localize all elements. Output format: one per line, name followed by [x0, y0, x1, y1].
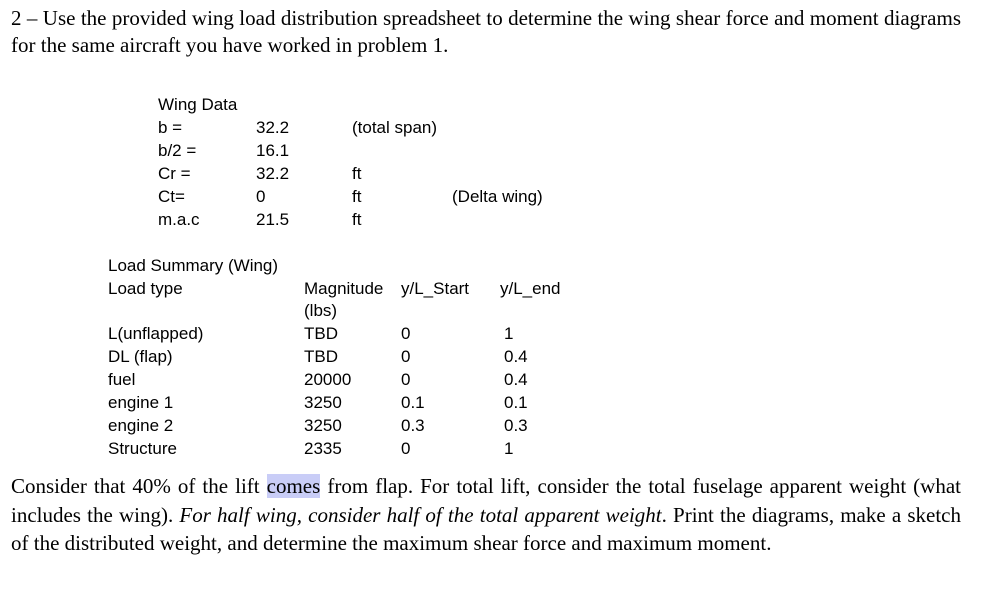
wing-data-unit: (total span) [352, 118, 438, 137]
wing-data-value: 16.1 [256, 141, 290, 160]
wing-data-unit: ft [352, 210, 362, 229]
load-start: 0.3 [401, 416, 425, 435]
load-type-header: Load type [108, 279, 183, 298]
wing-data-value: 21.5 [256, 210, 290, 229]
load-start: 0 [401, 324, 411, 343]
start-header: y/L_Start [401, 279, 470, 298]
load-start: 0 [401, 370, 411, 389]
wing-data-unit: ft [352, 187, 362, 206]
wing-data-note: (Delta wing) [452, 187, 543, 206]
wing-data-title: Wing Data [158, 95, 238, 114]
load-end: 0.1 [504, 393, 528, 412]
load-magnitude: 3250 [304, 393, 342, 412]
load-magnitude: TBD [304, 347, 338, 366]
instructions-text: from flap. For total lift, consider the total fuselage apparent weight (what includes the wing). [11, 474, 961, 527]
italic-instruction: For half wing, consider half of the total apparent weight [179, 502, 662, 527]
highlighted-word: comes [266, 474, 321, 498]
load-end: 0.4 [504, 347, 528, 366]
load-summary-title: Load Summary (Wing) [108, 256, 279, 275]
load-type: fuel [108, 370, 136, 389]
load-start: 0.1 [401, 393, 425, 412]
load-magnitude: 3250 [304, 416, 342, 435]
instructions-text: . Print the diagrams, make a sketch of the distributed weight, and determine the maximum shear force and maximum moment. [11, 502, 961, 555]
load-type: Structure [108, 439, 177, 458]
load-type: L(unflapped) [108, 324, 204, 343]
load-end: 0.3 [504, 416, 528, 435]
wing-data-value: 32.2 [256, 164, 290, 183]
wing-data-value: 32.2 [256, 118, 290, 137]
load-magnitude: 20000 [304, 370, 352, 389]
load-start: 0 [401, 439, 411, 458]
instructions-paragraph [11, 472, 961, 558]
load-type: DL (flap) [108, 347, 173, 366]
wing-data-label: b/2 = [158, 141, 197, 160]
load-end: 0.4 [504, 370, 528, 389]
magnitude-header: Magnitude [304, 279, 384, 298]
load-end: 1 [504, 439, 514, 458]
instructions-text: Consider that 40% of the lift [11, 474, 267, 498]
wing-data-value: 0 [256, 187, 266, 206]
load-type: engine 2 [108, 416, 174, 435]
wing-data-label: m.a.c [158, 210, 200, 229]
wing-data-label: Cr = [158, 164, 191, 183]
load-start: 0 [401, 347, 411, 366]
wing-data-unit: ft [352, 164, 362, 183]
load-magnitude: TBD [304, 324, 338, 343]
end-header: y/L_end [500, 279, 561, 298]
wing-data-label: b = [158, 118, 183, 137]
problem-statement: 2 – Use the provided wing load distribution spreadsheet to determine the wing shear force and moment diagrams for the same aircraft you have worked in problem 1. [11, 6, 961, 57]
load-magnitude: 2335 [304, 439, 342, 458]
wing-data-label: Ct= [158, 187, 185, 206]
magnitude-unit-header: (lbs) [304, 301, 338, 320]
load-end: 1 [504, 324, 514, 343]
load-type: engine 1 [108, 393, 174, 412]
